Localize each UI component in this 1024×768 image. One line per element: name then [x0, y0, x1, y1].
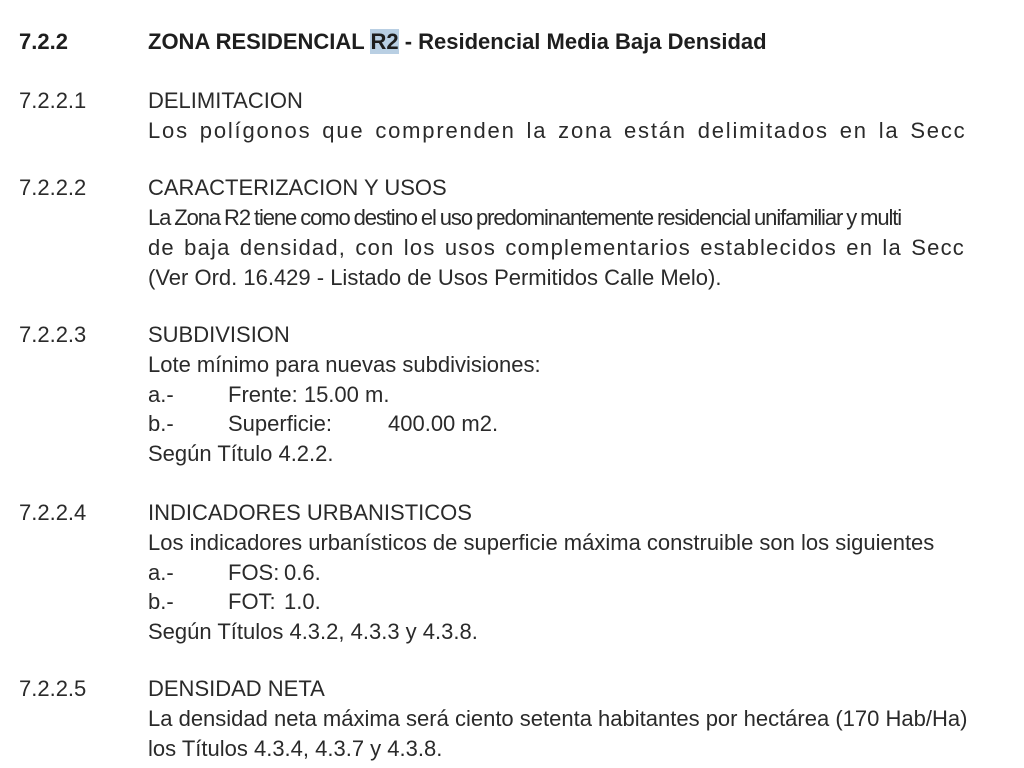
- paragraph-line: (Ver Ord. 16.429 - Listado de Usos Permitidos Calle Melo).: [148, 265, 722, 290]
- list-item: [148, 589, 321, 615]
- list-marker: a.-: [148, 382, 174, 407]
- list-marker: b.-: [148, 411, 174, 436]
- list-item: [148, 411, 498, 437]
- reference-line: Según Título 4.2.2.: [148, 441, 334, 466]
- list-label: FOT:: [228, 589, 276, 614]
- section-number: 7.2.2.3: [19, 322, 87, 347]
- heading-title-prefix: ZONA RESIDENCIAL: [148, 29, 371, 54]
- list-value: 400.00 m2.: [388, 411, 499, 436]
- highlighted-text[interactable]: R2: [370, 29, 399, 54]
- list-value: 1.0.: [284, 589, 321, 614]
- list-value: 0.6.: [284, 560, 321, 585]
- list-label: FOS:: [228, 560, 280, 585]
- paragraph-line: los Títulos 4.3.4, 4.3.7 y 4.3.8.: [148, 736, 443, 761]
- section-title: CARACTERIZACION Y USOS: [148, 175, 447, 200]
- section-title: DENSIDAD NETA: [148, 676, 325, 701]
- list-marker: b.-: [148, 589, 174, 614]
- section-number: 7.2.2.4: [19, 500, 87, 525]
- section-number: 7.2.2.5: [19, 676, 87, 701]
- section-number: 7.2.2.1: [19, 88, 87, 113]
- list-label: Frente:: [228, 382, 298, 407]
- list-value: 15.00 m.: [303, 382, 390, 407]
- heading-title-suffix: - Residencial Media Baja Densidad: [398, 29, 767, 54]
- heading-number: 7.2.2: [19, 29, 68, 54]
- list-marker: a.-: [148, 560, 174, 585]
- reference-line: Según Títulos 4.3.2, 4.3.3 y 4.3.8.: [148, 619, 478, 644]
- paragraph-line: Los indicadores urbanísticos de superficie máxima construible son los siguientes: [148, 530, 935, 555]
- paragraph-line: La densidad neta máxima será ciento setenta habitantes por hectárea (170 Hab/Ha): [148, 706, 968, 731]
- section-number: 7.2.2.2: [19, 175, 87, 200]
- section-title: INDICADORES URBANISTICOS: [148, 500, 472, 525]
- heading-title: [148, 29, 767, 55]
- paragraph-line: Los polígonos que comprenden la zona están delimitados en la Secc: [148, 118, 967, 143]
- list-item: [148, 382, 389, 408]
- list-label: Superficie:: [228, 411, 332, 436]
- section-title: DELIMITACION: [148, 88, 303, 113]
- list-item: [148, 560, 321, 586]
- paragraph-line: de baja densidad, con los usos complementarios establecidos en la Secc: [148, 235, 965, 260]
- section-title: SUBDIVISION: [148, 322, 290, 347]
- paragraph-line: La Zona R2 tiene como destino el uso predominantemente residencial unifamiliar y multi: [148, 205, 902, 230]
- paragraph-line: Lote mínimo para nuevas subdivisiones:: [148, 352, 541, 377]
